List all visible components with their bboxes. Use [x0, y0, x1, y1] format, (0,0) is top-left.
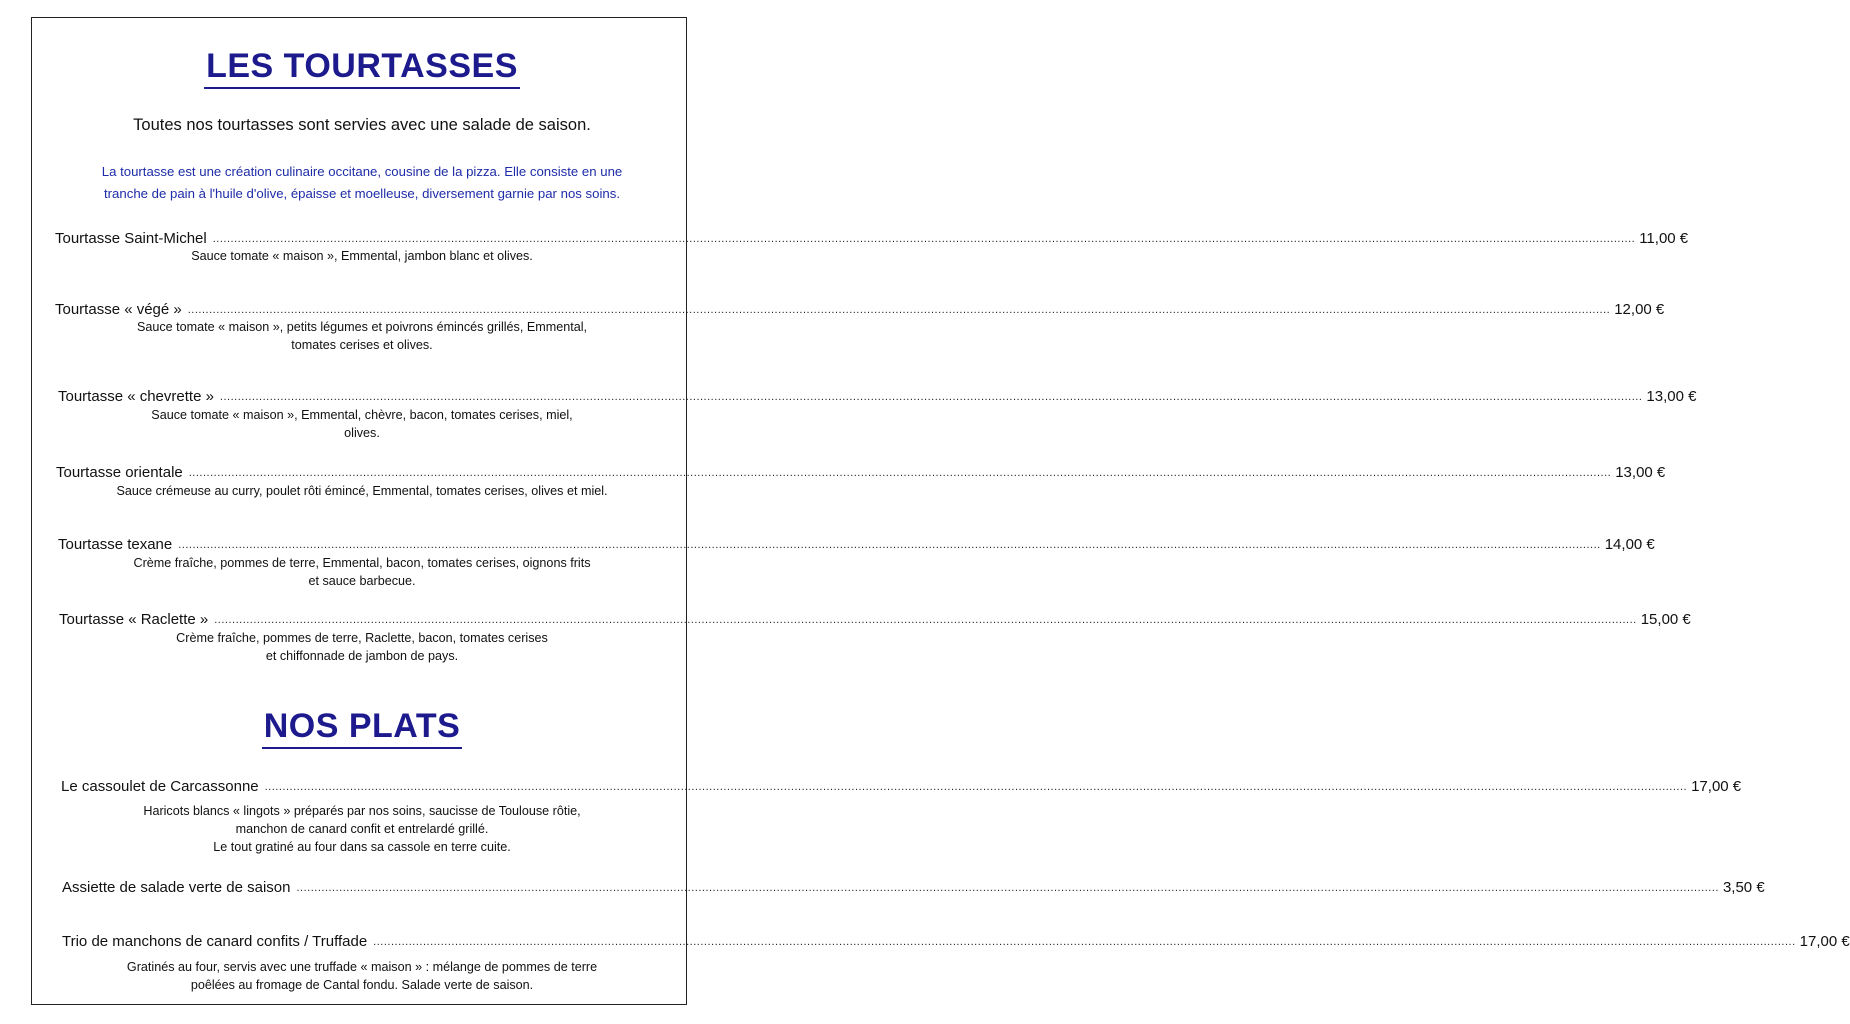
menu-item-row — [55, 228, 1689, 248]
description-line: Sauce crémeuse au curry, poulet rôti émincé, Emmental, tomates cerises, olives et miel. — [116, 484, 608, 498]
menu-item-name: Trio de manchons de canard confits / Truffade — [62, 933, 368, 950]
description-line: Haricots blancs « lingots » préparés par nos soins, saucisse de Toulouse rôtie, — [143, 804, 581, 818]
description-line: Le tout gratiné au four dans sa cassole en terre cuite. — [213, 840, 511, 854]
menu-item-name: Tourtasse « végé » — [55, 301, 182, 318]
menu-item-row — [62, 877, 1765, 897]
menu-item-name: Tourtasse « Raclette » — [59, 611, 209, 628]
description-line: Crème fraîche, pommes de terre, Raclette, bacon, tomates cerises — [176, 631, 548, 645]
dot-leader: ................................................................................................................................................................................................................................................................................................................................................................................................................ — [212, 233, 1636, 245]
section-title-tourtasses: LES TOURTASSES — [0, 47, 724, 86]
description-line: et chiffonnade de jambon de pays. — [265, 649, 459, 663]
description-line: manchon de canard confit et entrelardé grillé. — [235, 822, 489, 836]
menu-item-description — [40, 318, 684, 354]
description-line: Sauce tomate « maison », Emmental, chèvre, bacon, tomates cerises, miel, — [151, 408, 573, 422]
intro-text — [50, 161, 674, 205]
menu-item-name: Tourtasse texane — [58, 536, 173, 553]
intro-line: tranche de pain à l'huile d'olive, épaisse et moelleuse, diversement garnie par nos soins. — [104, 186, 620, 201]
dot-leader: ................................................................................................................................................................................................................................................................................................................................................................................................................ — [187, 304, 1611, 316]
menu-item-description — [40, 629, 684, 665]
description-line: olives. — [344, 426, 380, 440]
menu-item-description — [40, 802, 684, 856]
description-line: et sauce barbecue. — [308, 574, 416, 588]
menu-item-description — [40, 406, 684, 442]
menu-item-row — [58, 534, 1655, 554]
dot-leader: ................................................................................................................................................................................................................................................................................................................................................................................................................ — [264, 781, 1688, 793]
menu-item-row — [61, 776, 1742, 796]
menu-item-name: Tourtasse « chevrette » — [58, 388, 214, 405]
section-title-plats: NOS PLATS — [0, 707, 724, 746]
dot-leader: ................................................................................................................................................................................................................................................................................................................................................................................................................ — [373, 936, 1796, 948]
dot-leader: ................................................................................................................................................................................................................................................................................................................................................................................................................ — [296, 882, 1719, 894]
menu-item-price: 3,50 € — [1722, 879, 1765, 896]
menu-item-description — [40, 247, 684, 265]
menu-item-row — [59, 609, 1691, 629]
dot-leader: ................................................................................................................................................................................................................................................................................................................................................................................................................ — [214, 614, 1637, 626]
dot-leader: ................................................................................................................................................................................................................................................................................................................................................................................................................ — [219, 391, 1643, 403]
menu-item-description — [40, 958, 684, 994]
menu-item-price: 13,00 € — [1646, 388, 1697, 405]
menu-item-price: 14,00 € — [1604, 536, 1655, 553]
menu-item-description — [40, 482, 684, 500]
dot-leader: ................................................................................................................................................................................................................................................................................................................................................................................................................ — [188, 467, 1612, 479]
menu-item-row — [55, 299, 1665, 319]
menu-item-row — [62, 931, 1850, 951]
menu-item-price: 13,00 € — [1615, 464, 1666, 481]
menu-item-name: Assiette de salade verte de saison — [62, 879, 291, 896]
menu-item-name: Le cassoulet de Carcassonne — [61, 778, 259, 795]
menu-item-name: Tourtasse Saint-Michel — [55, 230, 207, 247]
menu-item-price: 12,00 € — [1614, 301, 1665, 318]
menu-item-price: 17,00 € — [1799, 933, 1850, 950]
menu-item-row — [58, 386, 1697, 406]
section-subtitle: Toutes nos tourtasses sont servies avec une salade de saison. — [133, 116, 591, 134]
description-line: Crème fraîche, pommes de terre, Emmental, bacon, tomates cerises, oignons frits — [133, 556, 591, 570]
description-line: Sauce tomate « maison », Emmental, jambon blanc et olives. — [191, 249, 533, 263]
intro-line: La tourtasse est une création culinaire occitane, cousine de la pizza. Elle consiste en une — [101, 164, 623, 179]
description-line: Gratinés au four, servis avec une truffade « maison » : mélange de pommes de terre — [126, 960, 598, 974]
menu-item-price: 11,00 € — [1639, 230, 1689, 247]
menu-item-price: 17,00 € — [1691, 778, 1742, 795]
menu-item-name: Tourtasse orientale — [56, 464, 183, 481]
menu-item-price: 15,00 € — [1640, 611, 1691, 628]
dot-leader: ................................................................................................................................................................................................................................................................................................................................................................................................................ — [178, 539, 1601, 551]
menu-item-description — [40, 554, 684, 590]
description-line: poêlées au fromage de Cantal fondu. Salade verte de saison. — [190, 978, 534, 992]
description-line: tomates cerises et olives. — [291, 338, 433, 352]
menu-item-row — [56, 462, 1666, 482]
description-line: Sauce tomate « maison », petits légumes et poivrons émincés grillés, Emmental, — [136, 320, 588, 334]
